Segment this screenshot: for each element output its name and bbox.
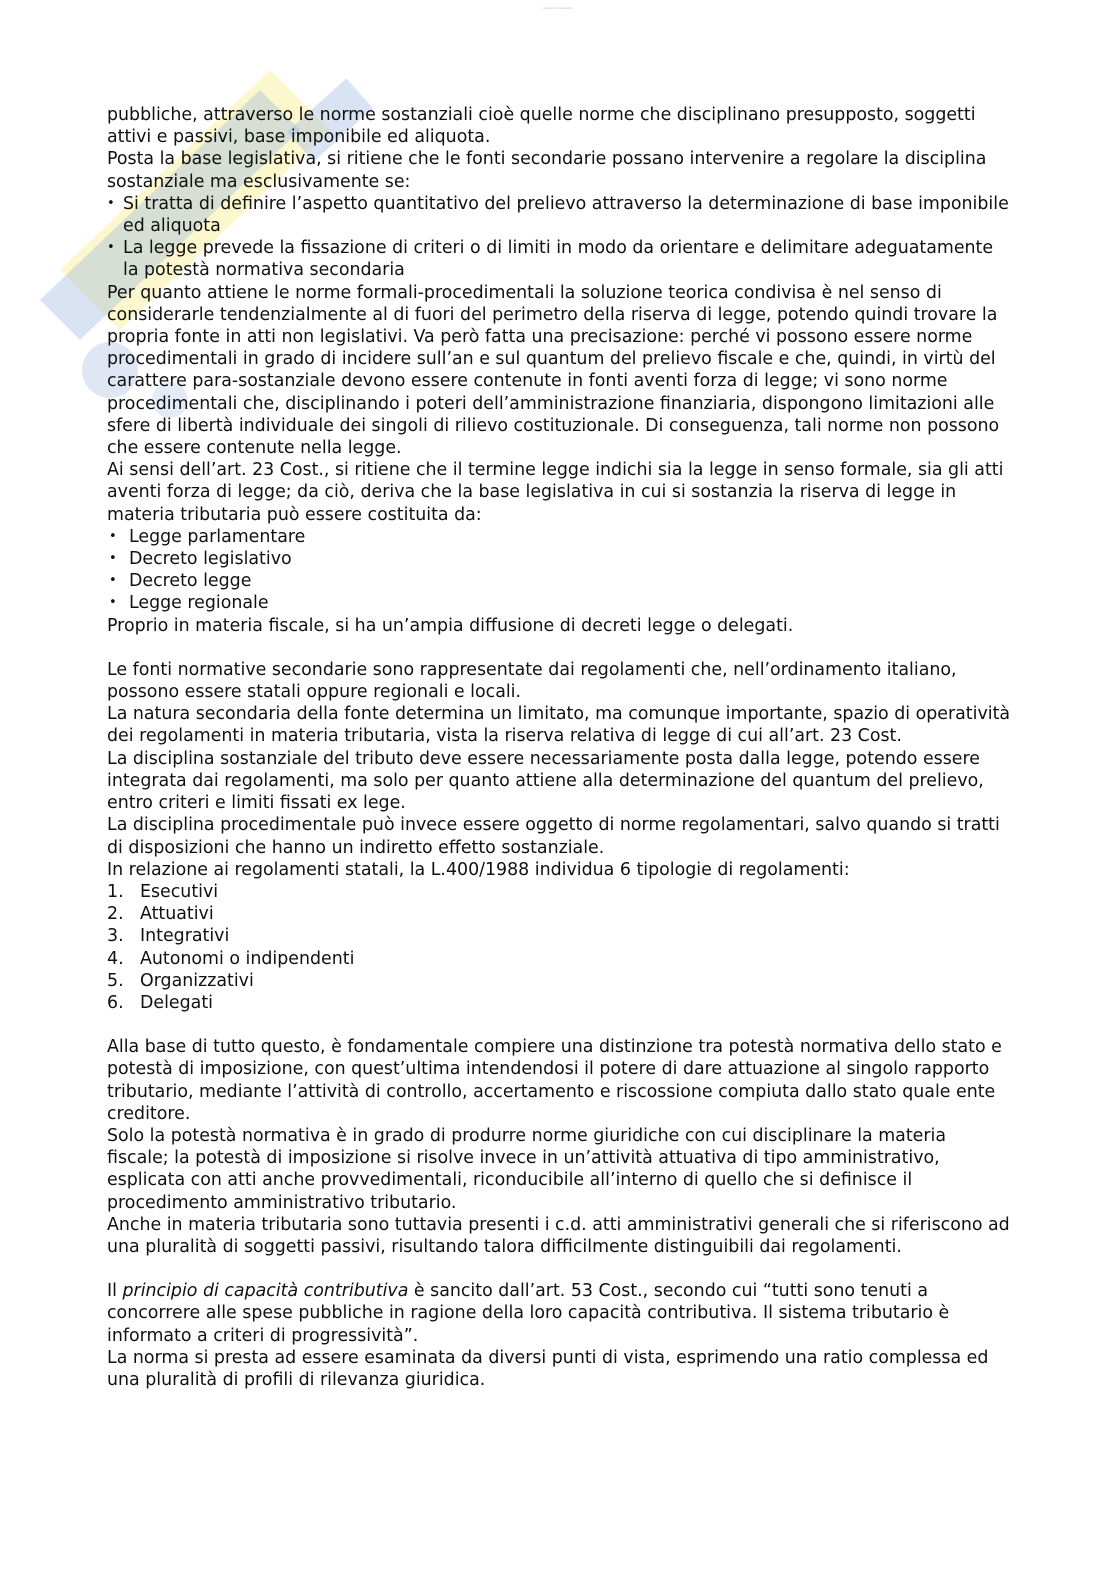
list-text: Organizzativi (140, 970, 254, 991)
paragraph: Alla base di tutto questo, è fondamentale compiere una distinzione tra potestà normativa dello stato e potestà di imposizione, con quest’ultima intendendosi il potere di dare attuazione al singolo rapporto tributario, mediante l’attività di controllo, accertamento e riscossione compiuta dallo stato quale ente creditore. (107, 1037, 1002, 1124)
list-text: Delegati (140, 992, 213, 1013)
list-number: 5. (107, 970, 124, 991)
list-item (107, 970, 1012, 992)
list-item: • Decreto legislativo (107, 548, 1012, 570)
list-number: 3. (107, 926, 124, 947)
list-number: 4. (107, 948, 124, 969)
list-number: 6. (107, 992, 124, 1013)
list-item: • La legge prevede la fissazione di criteri o di limiti in modo da orientare e delimitare adeguatamente la potestà normativa secondaria (107, 237, 1012, 281)
header-mark: Appunti Universitari (543, 6, 573, 10)
emphasis-term: principio di capacità contributiva (122, 1281, 409, 1302)
text-run: Il (107, 1281, 123, 1302)
list-item (107, 992, 1012, 1014)
list-text: Attuativi (140, 904, 214, 925)
numbered-list-regulations (107, 881, 1012, 1014)
list-item: • Legge parlamentare (107, 526, 1012, 548)
bullet-list-sources (107, 526, 1012, 615)
paragraph: Posta la base legislativa, si ritiene che le fonti secondarie possano intervenire a regolare la disciplina sostanziale ma esclusivamente se: (107, 149, 987, 192)
paragraph: In relazione ai regolamenti statali, la L.400/1988 individua 6 tipologie di regolamenti: (107, 859, 850, 880)
paragraph: Le fonti normative secondarie sono rappresentate dai regolamenti che, nell’ordinamento italiano, possono essere statali oppure regionali e locali. (107, 659, 957, 703)
paragraph: Anche in materia tributaria sono tuttavia presenti i c.d. atti amministrativi generali che si riferiscono ad una pluralità di soggetti passivi, risultando talora difficilmente distinguibili dai regolamenti. (107, 1214, 1010, 1257)
paragraph: Ai sensi dell’art. 23 Cost., si ritiene che il termine legge indichi sia la legge in senso formale, sia gli atti aventi forza di legge; da ciò, deriva che la base legislativa in cui si sostanzia la riserva di legge in materia tributaria può essere costituita da: (107, 460, 1004, 525)
paragraph: pubbliche, attraverso le norme sostanziali cioè quelle norme che disciplinano presupposto, soggetti attivi e passivi, base imponibile ed aliquota. (107, 105, 976, 148)
list-item (107, 948, 1012, 970)
paragraph: La natura secondaria della fonte determina un limitato, ma comunque importante, spazio di operatività dei regolamenti in materia tributaria, vista la riserva relativa di legge di cui all’art. 23 Cost. (107, 704, 1011, 747)
paragraph: Per quanto attiene le norme formali-procedimentali la soluzione teorica condivisa è nel senso di considerarle tendenzialmente al di fuori del perimetro della riserva di legge, potendo quindi trovare la propria fonte in atti non legislativi. Va però fatta una precisazione: perché vi possono essere norme procedimentali in grado di incidere sull’an e sul quantum del prelievo fiscale e che, quindi, in virtù del carattere para-sostanziale devono essere contenute in fonti aventi forza di legge; vi sono norme procedimentali che, disciplinando i poteri dell’amministrazione finanziaria, dispongono limitazioni alle sfere di libertà individuale dei singoli di rilievo costituzionale. Di conseguenza, tali norme non possono che essere contenute nella legge. (107, 282, 1000, 459)
list-item (107, 881, 1012, 903)
paragraph: La disciplina sostanziale del tributo deve essere necessariamente posta dalla legge, potendo essere integrata dai regolamenti, ma solo per quanto attiene alla determinazione del quantum del prelievo, entro criteri e limiti fissati ex lege. (107, 748, 984, 814)
list-item (107, 925, 1012, 947)
list-text: Esecutivi (140, 881, 219, 902)
list-item (107, 903, 1012, 925)
text-run: è sancito dall’art. 53 Cost., secondo cui “tutti sono tenuti a concorrere alle spese pubbliche in ragione della loro capacità contributiva. Il sistema tributario è informato a criteri di progressività”. (107, 1281, 950, 1346)
list-text: Integrativi (140, 926, 230, 947)
paragraph: Solo la potestà normativa è in grado di produrre norme giuridiche con cui disciplinare la materia fiscale; la potestà di imposizione si risolve invece in un’attività attuativa di tipo amministrativo, esplicata con atti anche provvedimentali, riconducibile all’interno di quello che si definisce il procedimento amministrativo tributario. (107, 1125, 946, 1213)
paragraph: Proprio in materia fiscale, si ha un’ampia diffusione di decreti legge o delegati. (107, 615, 794, 636)
list-item: • Legge regionale (107, 592, 1012, 614)
list-text: Autonomi o indipendenti (140, 948, 355, 969)
list-number: 2. (107, 904, 124, 925)
paragraph: La disciplina procedimentale può invece essere oggetto di norme regolamentari, salvo quando si tratti di disposizioni che hanno un indiretto effetto sostanziale. (107, 815, 1000, 858)
bullet-list-conditions (107, 193, 1012, 282)
document-body (107, 104, 1012, 1391)
list-item: • Decreto legge (107, 570, 1012, 592)
paragraph: La norma si presta ad essere esaminata da diversi punti di vista, esprimendo una ratio complessa ed una pluralità di profili di rilevanza giuridica. (107, 1347, 989, 1390)
list-number: 1. (107, 881, 124, 902)
list-item: • Si tratta di definire l’aspetto quantitativo del prelievo attraverso la determinazione di base imponibile ed aliquota (107, 193, 1012, 237)
paragraph (107, 1280, 1012, 1347)
